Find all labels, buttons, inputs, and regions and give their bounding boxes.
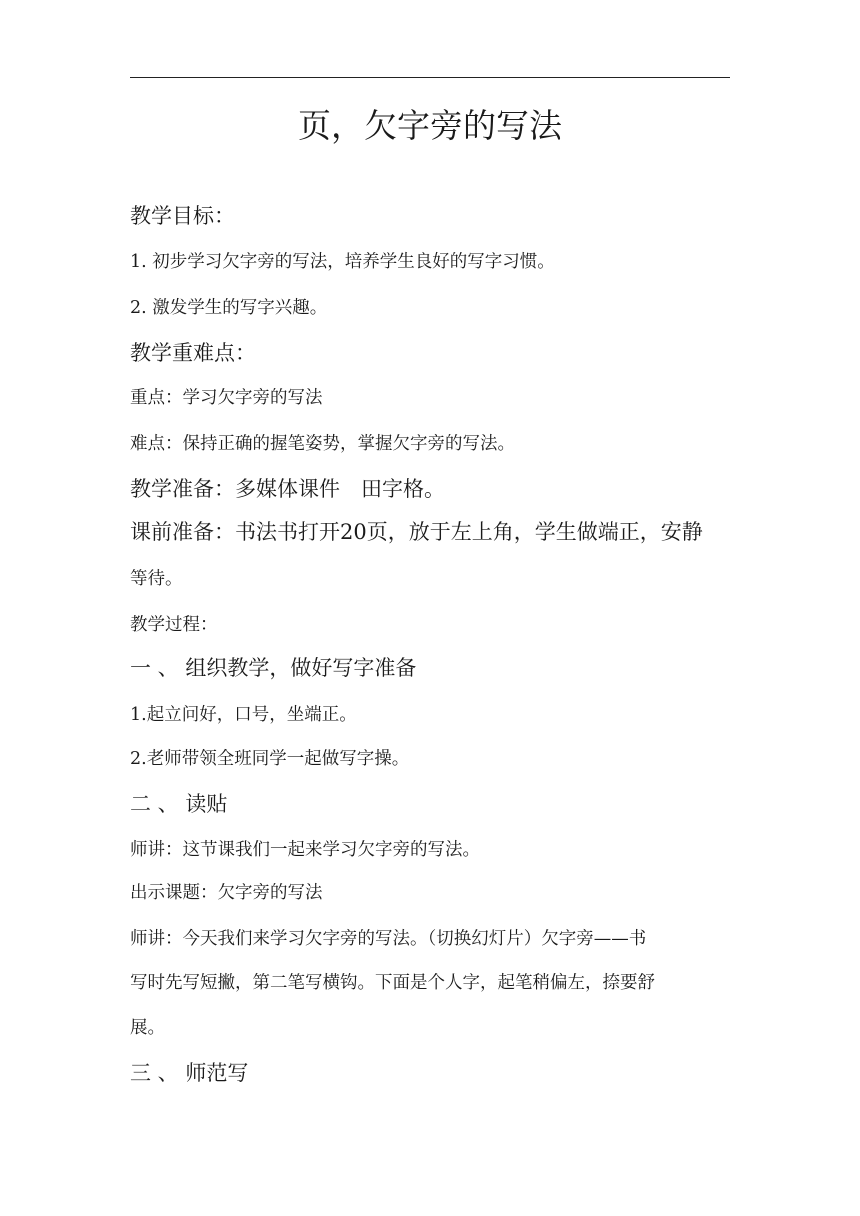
step-one-item-1: 1.起立问好，口号，坐端正。 [130,705,357,725]
section-heading-objectives: 教学目标： [130,204,235,228]
objective-item-2: 2. 激发学生的写字兴趣。 [130,298,328,318]
pre-class-preparation-line-1: 课前准备：书法书打开20页，放于左上角，学生做端正，安静 [130,520,703,544]
step-one-heading: 一 、 组织教学，做好写字准备 [130,656,417,680]
step-one-item-2: 2.老师带领全班同学一起做写字操。 [130,749,410,769]
lesson-topic: 出示课题：欠字旁的写法 [130,883,323,903]
teacher-says-1: 师讲：这节课我们一起来学习欠字旁的写法。 [130,840,480,860]
section-heading-key-points: 教学重难点： [130,341,256,365]
key-point-text: 重点：学习欠字旁的写法 [130,388,323,408]
teacher-says-2-line-3: 展。 [130,1018,165,1038]
step-three-heading: 三 、 师范写 [130,1061,249,1085]
difficult-point-text: 难点：保持正确的握笔姿势，掌握欠字旁的写法。 [130,434,515,454]
document-page [130,0,730,1216]
teacher-says-2-line-1: 师讲：今天我们来学习欠字旁的写法。（切换幻灯片）欠字旁——书 [130,929,647,949]
header-rule [130,77,730,78]
step-two-heading: 二 、 读贴 [130,792,228,816]
objective-item-1: 1. 初步学习欠字旁的写法，培养学生良好的写字习惯。 [130,252,555,272]
document-title: 页，欠字旁的写法 [298,106,562,145]
teacher-says-2-line-2: 写时先写短撇，第二笔写横钩。下面是个人字，起笔稍偏左，捺要舒 [130,973,655,993]
section-heading-process: 教学过程： [130,615,218,635]
pre-class-preparation-line-2: 等待。 [130,569,183,589]
teaching-preparation: 教学准备：多媒体课件 田字格。 [130,477,445,501]
